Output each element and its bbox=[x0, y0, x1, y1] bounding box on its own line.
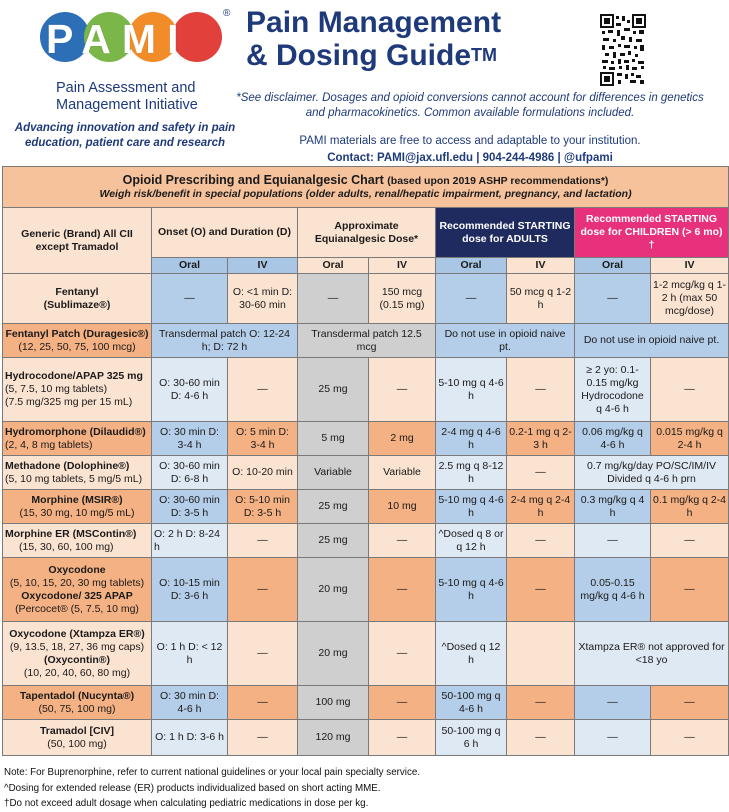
onset-oral: O: 30-60 min D: 3-5 h bbox=[152, 490, 228, 524]
equi-oral: 20 mg bbox=[298, 558, 369, 622]
adult-oral: 50-100 mg q 6 h bbox=[436, 720, 507, 756]
header-child-iv: IV bbox=[651, 258, 729, 274]
onset-iv: — bbox=[228, 558, 298, 622]
child-oral: — bbox=[575, 720, 651, 756]
title-line-1: Pain Management bbox=[246, 6, 502, 39]
onset-oral: O: 30-60 min D: 4-6 h bbox=[152, 358, 228, 422]
adult-iv: — bbox=[507, 686, 575, 720]
qr-code-icon[interactable] bbox=[600, 14, 646, 86]
equi-oral: — bbox=[298, 274, 369, 324]
organization-name bbox=[56, 80, 198, 114]
drug-detail: (Percocet® (5, 7.5, 10 mg) bbox=[15, 602, 139, 615]
onset-oral: O: 30 min D: 4-6 h bbox=[152, 686, 228, 720]
drug-name: Hydrocodone/APAP 325 mg bbox=[5, 370, 143, 382]
drug-cell bbox=[3, 274, 152, 324]
child-iv: — bbox=[651, 524, 729, 558]
drug-brand: (Sublimaze®) bbox=[43, 298, 111, 311]
onset-iv: O: 5 min D: 3-4 h bbox=[228, 422, 298, 456]
header-equi-iv: IV bbox=[369, 258, 436, 274]
drug-detail: (50, 100 mg) bbox=[47, 737, 107, 750]
equi-iv: — bbox=[369, 622, 436, 686]
equi-oral: 20 mg bbox=[298, 622, 369, 686]
onset-iv: O: 10-20 min bbox=[228, 456, 298, 490]
adult-iv: — bbox=[507, 720, 575, 756]
adult-iv: 2-4 mg q 2-4 h bbox=[507, 490, 575, 524]
adult-iv: 50 mcg q 1-2 h bbox=[507, 274, 575, 324]
drug-detail: (10, 20, 40, 60, 80 mg) bbox=[23, 666, 131, 679]
adult-oral: ^Dosed q 8 or q 12 h bbox=[436, 524, 507, 558]
footnote-buprenorphine: Note: For Buprenorphine, refer to current national guidelines or your local pain specialty service. bbox=[4, 767, 421, 778]
onset-iv: — bbox=[228, 358, 298, 422]
drug-cell bbox=[3, 720, 152, 756]
child-oral: ≥ 2 yo: 0.1-0.15 mg/kg Hydrocodone q 4-6 h bbox=[575, 358, 651, 422]
child-iv: — bbox=[651, 686, 729, 720]
disclaimer-text: *See disclaimer. Dosages and opioid conversions cannot account for differences in genetics and pharmacokinetics. Common available formulations included. bbox=[236, 92, 704, 119]
onset-oral: O: 30 min D: 3-4 h bbox=[152, 422, 228, 456]
equi-oral: 100 mg bbox=[298, 686, 369, 720]
adult-oral: ^Dosed q 12 h bbox=[436, 622, 507, 686]
adult-iv: — bbox=[507, 524, 575, 558]
equi-iv: — bbox=[369, 524, 436, 558]
child-oral: — bbox=[575, 524, 651, 558]
table-row-oxycodone bbox=[3, 558, 729, 622]
header-adult-oral: Oral bbox=[436, 258, 507, 274]
drug-cell bbox=[3, 558, 152, 622]
footnotes bbox=[4, 765, 714, 812]
table-row-tapentadol bbox=[3, 686, 729, 720]
drug-detail: (2, 4, 8 mg tablets) bbox=[5, 438, 93, 451]
equi-oral: 120 mg bbox=[298, 720, 369, 756]
equi-oral: 25 mg bbox=[298, 358, 369, 422]
adult-iv: 0.2-1 mg q 2-3 h bbox=[507, 422, 575, 456]
equi-iv: 150 mcg (0.15 mg) bbox=[369, 274, 436, 324]
logo-registered-mark: ® bbox=[223, 8, 231, 19]
onset-oral: O: 1 h D: 3-6 h bbox=[152, 720, 228, 756]
drug-cell bbox=[3, 456, 152, 490]
drug-name: Fentanyl Patch (Duragesic®) bbox=[5, 327, 149, 340]
equi-oral: 25 mg bbox=[298, 490, 369, 524]
equi-iv: — bbox=[369, 358, 436, 422]
chart-banner-row bbox=[3, 167, 729, 208]
table-row-morphine bbox=[3, 490, 729, 524]
drug-name: Fentanyl bbox=[55, 285, 99, 298]
header-children: Recommended STARTING dose for CHILDREN (> 6 mo) † bbox=[575, 208, 729, 258]
page-title bbox=[246, 6, 501, 72]
drug-cell bbox=[3, 686, 152, 720]
header-adults: Recommended STARTING dose for ADULTS bbox=[436, 208, 575, 258]
equi-oral: 25 mg bbox=[298, 524, 369, 558]
title-line-2 bbox=[246, 39, 501, 72]
table-row-tramadol bbox=[3, 720, 729, 756]
table-row-morphine-er bbox=[3, 524, 729, 558]
drug-name: Tapentadol (Nucynta®) bbox=[19, 689, 135, 702]
child-iv: 1-2 mcg/kg q 1-2 h (max 50 mcg/dose) bbox=[651, 274, 729, 324]
child-iv: — bbox=[651, 358, 729, 422]
header-generic: Generic (Brand) All CII except Tramadol bbox=[3, 208, 152, 274]
adult-oral: 2-4 mg q 4-6 h bbox=[436, 422, 507, 456]
onset-iv: — bbox=[228, 686, 298, 720]
drug-detail: (15, 30, 60, 100 mg) bbox=[19, 540, 114, 553]
adult-oral: 2.5 mg q 8-12 h bbox=[436, 456, 507, 490]
onset-oral: O: 30-60 min D: 6-8 h bbox=[152, 456, 228, 490]
adult-iv: — bbox=[507, 558, 575, 622]
onset-oral: — bbox=[152, 274, 228, 324]
drug-detail: (5, 10 mg tablets, 5 mg/5 mL) bbox=[5, 472, 143, 485]
drug-detail: (7.5 mg/325 mg per 15 mL) bbox=[5, 396, 133, 408]
pami-logo bbox=[40, 8, 231, 72]
drug-name: Oxycodone (Xtampza ER®) bbox=[9, 627, 145, 640]
adult-oral: 5-10 mg q 4-6 h bbox=[436, 558, 507, 622]
drug-cell bbox=[3, 358, 152, 422]
onset-iv: — bbox=[228, 720, 298, 756]
child-oral: 0.06 mg/kg q 4-6 h bbox=[575, 422, 651, 456]
drug-detail: (5, 7.5, 10 mg tablets) bbox=[5, 383, 108, 395]
onset-iv: — bbox=[228, 524, 298, 558]
drug-detail: (15, 30 mg, 10 mg/5 mL) bbox=[19, 506, 135, 519]
drug-detail: (50, 75, 100 mg) bbox=[38, 702, 116, 715]
equi-iv: 2 mg bbox=[369, 422, 436, 456]
chart-banner bbox=[3, 167, 729, 208]
child-oral: — bbox=[575, 274, 651, 324]
equi-iv: 10 mg bbox=[369, 490, 436, 524]
header-equianalgesic: Approximate Equianalgesic Dose* bbox=[298, 208, 436, 258]
column-header-row bbox=[3, 208, 729, 258]
child-oral: — bbox=[575, 686, 651, 720]
chart-title bbox=[5, 174, 726, 188]
adult-iv: — bbox=[507, 358, 575, 422]
adult-oral: 5-10 mg q 4-6 h bbox=[436, 490, 507, 524]
child-combined: Xtampza ER® not approved for <18 yo bbox=[575, 622, 729, 686]
drug-cell bbox=[3, 324, 152, 358]
trademark: TM bbox=[471, 45, 497, 65]
org-line-1: Pain Assessment and bbox=[56, 80, 196, 96]
contact-details[interactable]: PAMI@jax.ufl.edu | 904-244-4986 | @ufpami bbox=[377, 152, 613, 164]
header-onset-iv: IV bbox=[228, 258, 298, 274]
logo-text: PAMI bbox=[46, 16, 190, 62]
drug-name: Morphine (MSIR®) bbox=[31, 493, 123, 506]
equi-iv: Variable bbox=[369, 456, 436, 490]
child-oral: 0.3 mg/kg q 4 h bbox=[575, 490, 651, 524]
drug-cell bbox=[3, 490, 152, 524]
table-row-fentanyl bbox=[3, 274, 729, 324]
onset-patch: Transdermal patch O: 12-24 h; D: 72 h bbox=[152, 324, 298, 358]
onset-iv: O: 5-10 min D: 3-5 h bbox=[228, 490, 298, 524]
equi-patch: Transdermal patch 12.5 mcg bbox=[298, 324, 436, 358]
drug-cell bbox=[3, 622, 152, 686]
drug-cell bbox=[3, 422, 152, 456]
adult-oral: — bbox=[436, 274, 507, 324]
table-row-oxycodone-er bbox=[3, 622, 729, 686]
child-iv: 0.1 mg/kg q 2-4 h bbox=[651, 490, 729, 524]
drug-name: Oxycodone/ 325 APAP bbox=[21, 589, 133, 602]
adult-oral: 5-10 mg q 4-6 h bbox=[436, 358, 507, 422]
opioid-chart bbox=[2, 166, 729, 756]
title-line-2-text: & Dosing Guide bbox=[246, 39, 471, 72]
drug-cell bbox=[3, 524, 152, 558]
equi-iv: — bbox=[369, 720, 436, 756]
drug-name: Methadone (Dolophine®) bbox=[5, 459, 130, 472]
drug-detail: (5, 10, 15, 20, 30 mg tablets) bbox=[9, 576, 145, 589]
header-onset: Onset (O) and Duration (D) bbox=[152, 208, 298, 258]
child-iv: 0.015 mg/kg q 2-4 h bbox=[651, 422, 729, 456]
equi-oral: Variable bbox=[298, 456, 369, 490]
drug-detail: (9, 13.5, 18, 27, 36 mg caps) bbox=[9, 640, 145, 653]
onset-iv: O: <1 min D: 30-60 min bbox=[228, 274, 298, 324]
onset-iv: — bbox=[228, 622, 298, 686]
header-adult-iv: IV bbox=[507, 258, 575, 274]
onset-oral: O: 10-15 min D: 3-6 h bbox=[152, 558, 228, 622]
footnote-pediatric: †Do not exceed adult dosage when calculating pediatric medications in dose per kg. bbox=[4, 798, 369, 809]
org-line-2: Management Initiative bbox=[56, 97, 198, 113]
drug-name: Hydromorphone (Dilaudid®) bbox=[5, 425, 146, 438]
chart-title-main: Opioid Prescribing and Equianalgesic Chart bbox=[122, 172, 384, 187]
tagline: Advancing innovation and safety in pain education, patient care and research bbox=[14, 122, 236, 149]
table-row-fentanyl-patch bbox=[3, 324, 729, 358]
child-patch: Do not use in opioid naive pt. bbox=[575, 324, 729, 358]
table-row-hydromorphone bbox=[3, 422, 729, 456]
child-oral: 0.05-0.15 mg/kg q 4-6 h bbox=[575, 558, 651, 622]
adult-patch: Do not use in opioid naive pt. bbox=[436, 324, 575, 358]
child-combined: 0.7 mg/kg/day PO/SC/IM/IV Divided q 4-6 h prn bbox=[575, 456, 729, 490]
free-access-info bbox=[236, 133, 704, 167]
table-row-hydrocodone bbox=[3, 358, 729, 422]
contact-label: Contact: bbox=[327, 152, 374, 164]
adult-oral: 50-100 mg q 4-6 h bbox=[436, 686, 507, 720]
onset-oral: O: 2 h D: 8-24 h bbox=[152, 524, 228, 558]
child-iv: — bbox=[651, 558, 729, 622]
adult-iv: — bbox=[507, 456, 575, 490]
header-equi-oral: Oral bbox=[298, 258, 369, 274]
contact-line bbox=[236, 150, 704, 167]
adult-iv bbox=[507, 622, 575, 686]
drug-detail: (12, 25, 50, 75, 100 mcg) bbox=[18, 340, 136, 353]
table-row-methadone bbox=[3, 456, 729, 490]
footnote-er-dosing: ^Dosing for extended release (ER) products individualized based on short acting MME. bbox=[4, 782, 381, 794]
header-child-oral: Oral bbox=[575, 258, 651, 274]
equi-oral: 5 mg bbox=[298, 422, 369, 456]
chart-subtitle: Weigh risk/benefit in special populations (older adults, renal/hepatic impairment, pregnancy, and lactation) bbox=[99, 187, 632, 200]
chart-title-note: (based upon 2019 ASHP recommendations*) bbox=[387, 174, 609, 187]
drug-name: Oxycodone bbox=[48, 563, 106, 576]
equi-iv: — bbox=[369, 558, 436, 622]
drug-name: Morphine ER (MSContin®) bbox=[5, 527, 137, 540]
drug-name: Tramadol [CIV] bbox=[39, 724, 115, 737]
onset-oral: O: 1 h D: < 12 h bbox=[152, 622, 228, 686]
child-iv: — bbox=[651, 720, 729, 756]
equi-iv: — bbox=[369, 686, 436, 720]
header-onset-oral: Oral bbox=[152, 258, 228, 274]
free-access-text: PAMI materials are free to access and adaptable to your institution. bbox=[299, 135, 641, 147]
drug-name: (Oxycontin®) bbox=[43, 653, 111, 666]
